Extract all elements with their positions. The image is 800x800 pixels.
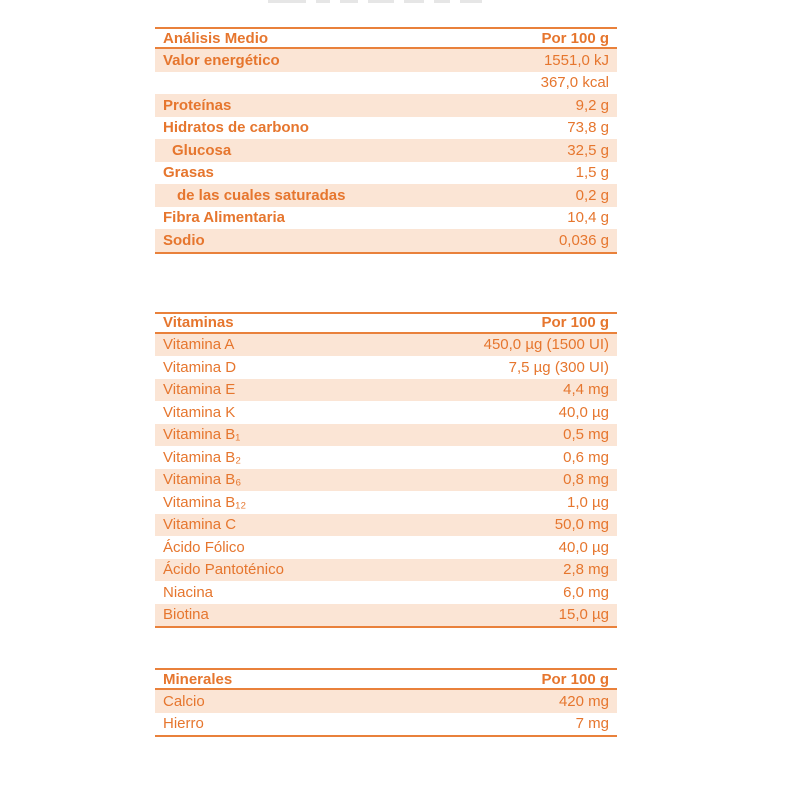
- row-label: Proteínas: [163, 96, 232, 114]
- table-row: [155, 139, 617, 162]
- row-label: Calcio: [163, 692, 205, 710]
- row-label: Vitamina C: [163, 516, 237, 534]
- row-label: Ácido Fólico: [163, 538, 245, 556]
- table-title: Minerales: [163, 670, 233, 688]
- row-value: 367,0 kcal: [540, 74, 609, 92]
- row-label: Vitamina B₁₂: [163, 493, 247, 511]
- table-row: [155, 207, 617, 230]
- table-row: [155, 491, 617, 514]
- table-row: [155, 581, 617, 604]
- row-label: Biotina: [163, 606, 209, 624]
- row-value: 1,5 g: [575, 164, 609, 182]
- row-label: Valor energético: [163, 51, 280, 69]
- table-row: [155, 604, 617, 627]
- table-row: [155, 49, 617, 72]
- table-row: [155, 713, 617, 736]
- table-row: [155, 229, 617, 252]
- row-label: de las cuales saturadas: [177, 186, 346, 204]
- table-row: [155, 469, 617, 492]
- row-value: 420 mg: [558, 692, 609, 710]
- row-label: Grasas: [163, 164, 214, 182]
- table-row: [155, 446, 617, 469]
- row-value: 10,4 g: [567, 209, 609, 227]
- row-value: 40,0 µg: [558, 403, 609, 421]
- row-label: Vitamina E: [163, 381, 236, 399]
- table-row: [155, 559, 617, 582]
- row-value: 0,6 mg: [563, 448, 609, 466]
- table-row: [155, 334, 617, 357]
- row-value: 1551,0 kJ: [543, 51, 609, 69]
- row-label: Vitamina B₆: [163, 471, 242, 489]
- table-header-row: [155, 314, 617, 334]
- row-label: Vitamina B₂: [163, 448, 242, 466]
- table-row: [155, 356, 617, 379]
- row-value: 50,0 mg: [554, 516, 609, 534]
- nutrition-table-analisis-medio: [155, 27, 617, 254]
- row-value: 15,0 µg: [558, 606, 609, 624]
- unit-column-header: Por 100 g: [541, 29, 609, 47]
- row-value: 1,0 µg: [566, 493, 609, 511]
- table-row: [155, 401, 617, 424]
- row-value: 450,0 µg (1500 UI): [483, 336, 609, 354]
- nutrition-table-minerales: [155, 668, 617, 737]
- row-value: 0,2 g: [575, 186, 609, 204]
- row-label: Glucosa: [172, 141, 232, 159]
- table-row: [155, 72, 617, 95]
- row-value: 7,5 µg (300 UI): [508, 358, 609, 376]
- row-label: Vitamina K: [163, 403, 236, 421]
- row-value: 7 mg: [575, 715, 609, 733]
- row-label: Vitamina B₁: [163, 426, 241, 444]
- row-label: Vitamina D: [163, 358, 237, 376]
- nutrition-table-vitaminas: [155, 312, 617, 629]
- row-value: 40,0 µg: [558, 538, 609, 556]
- row-label: Ácido Pantoténico: [163, 561, 284, 579]
- row-label: Hidratos de carbono: [163, 119, 309, 137]
- table-row: [155, 184, 617, 207]
- table-row: [155, 690, 617, 713]
- row-label: Sodio: [163, 231, 205, 249]
- row-label: Hierro: [163, 715, 204, 733]
- row-value: 0,036 g: [558, 231, 609, 249]
- table-row: [155, 117, 617, 140]
- table-header-row: [155, 670, 617, 690]
- table-row: [155, 94, 617, 117]
- row-value: 6,0 mg: [563, 583, 609, 601]
- row-value: 2,8 mg: [563, 561, 609, 579]
- row-value: 9,2 g: [575, 96, 609, 114]
- row-value: 32,5 g: [567, 141, 609, 159]
- row-label: Fibra Alimentaria: [163, 209, 285, 227]
- tables-container: [155, 0, 617, 737]
- unit-column-header: Por 100 g: [541, 670, 609, 688]
- table-title: Análisis Medio: [163, 29, 269, 47]
- table-header-row: [155, 29, 617, 49]
- table-row: [155, 424, 617, 447]
- row-value: 0,5 mg: [563, 426, 609, 444]
- row-label: Niacina: [163, 583, 214, 601]
- table-row: [155, 162, 617, 185]
- table-row: [155, 536, 617, 559]
- row-value: 0,8 mg: [563, 471, 609, 489]
- table-row: [155, 514, 617, 537]
- row-value: 4,4 mg: [563, 381, 609, 399]
- row-value: 73,8 g: [567, 119, 609, 137]
- row-label: Vitamina A: [163, 336, 235, 354]
- table-row: [155, 379, 617, 402]
- table-title: Vitaminas: [163, 314, 234, 331]
- unit-column-header: Por 100 g: [541, 314, 609, 331]
